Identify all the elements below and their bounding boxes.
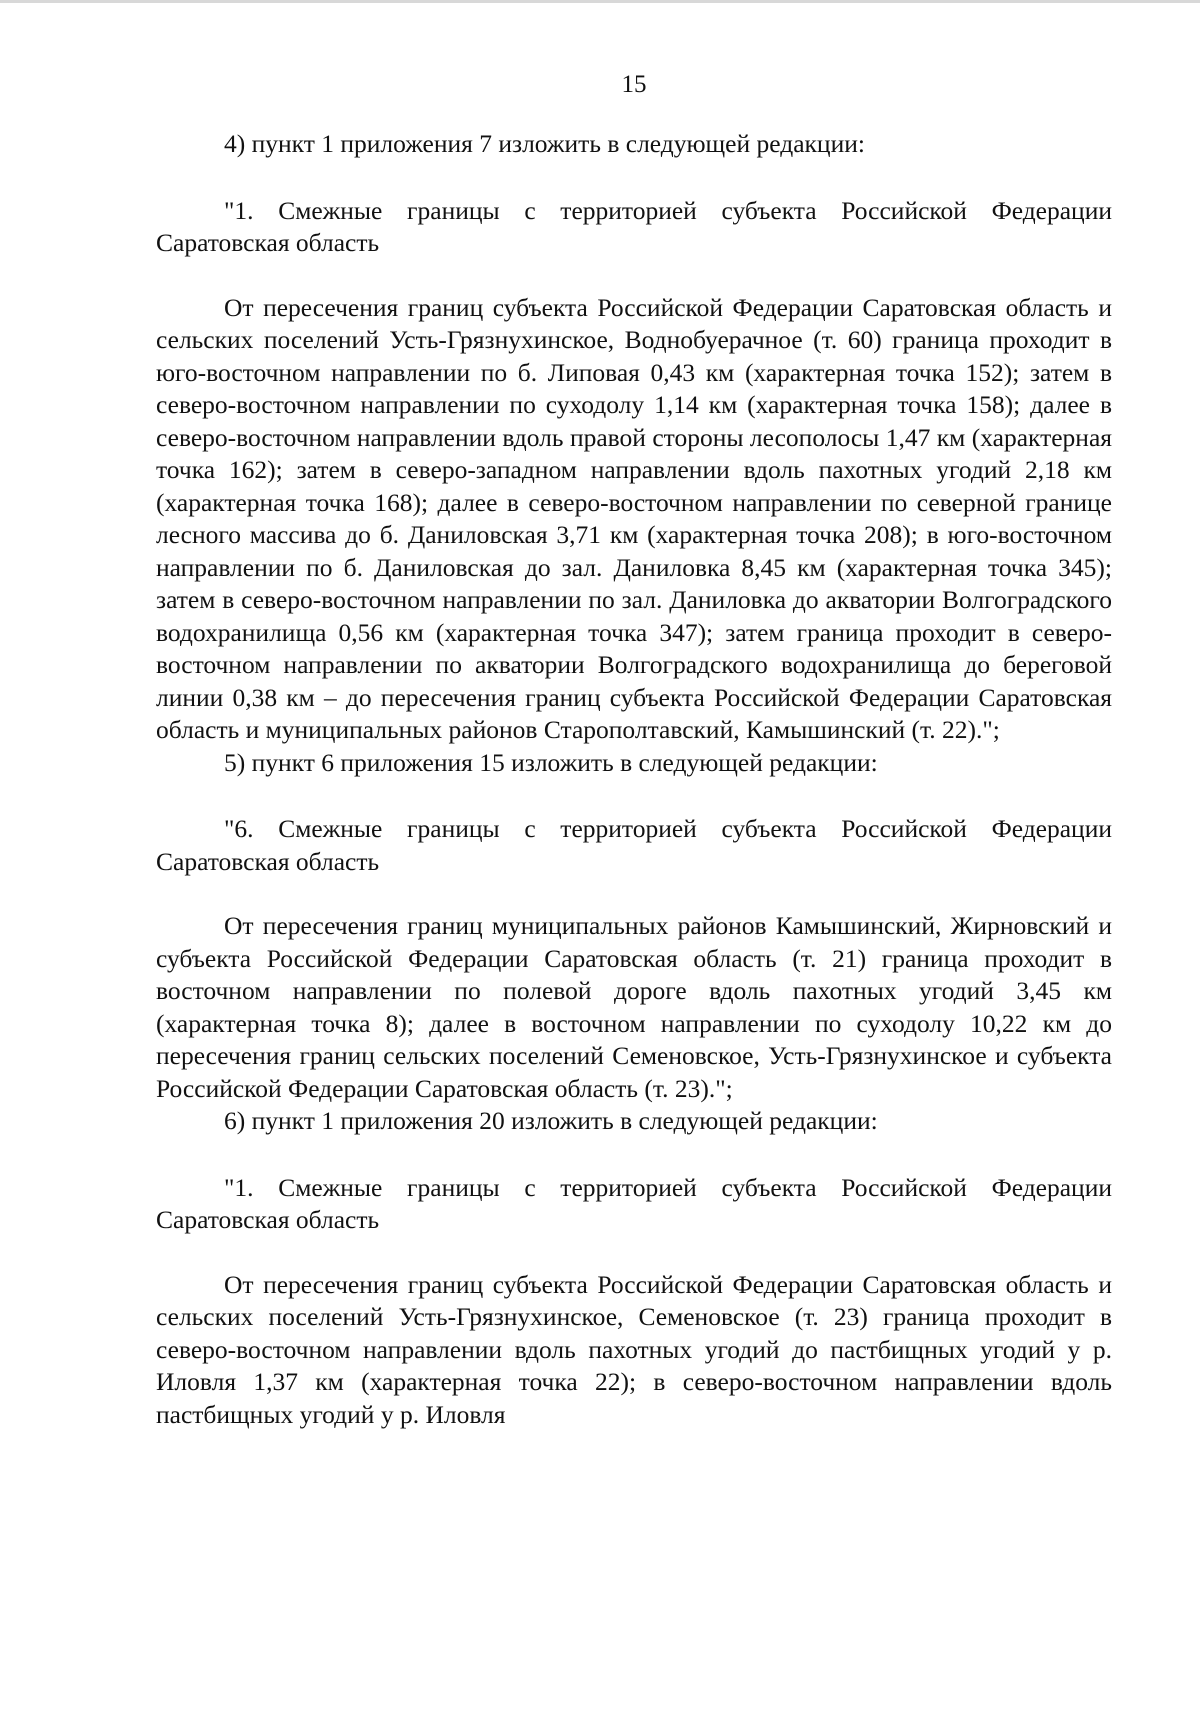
boundary-description-paragraph: От пересечения границ муниципальных районов Камышинский, Жирновский и субъекта Российской Федерации Саратовская область (т. 21) граница проходит в восточном направлении по полевой дороге вдоль пахотных угодий 3,45 км (характерная точка 8); далее в восточном направлении по суходолу 10,22 км до пересечения границ сельских поселений Семеновское, Усть-Грязнухинское и субъекта Российской Федерации Саратовская область (т. 23)."; bbox=[156, 911, 1112, 1103]
boundary-description-paragraph: От пересечения границ субъекта Российской Федерации Саратовская область и сельских поселений Усть-Грязнухинское, Воднобуерачное (т. 60) граница проходит в юго-восточном направлении по б. Липовая 0,43 км (характерная точка 152); затем в северо-восточном направлении по суходолу 1,14 км (характерная точка 158); далее в северо-восточном направлении вдоль правой стороны лесополосы 1,47 км (характерная точка 162); затем в северо-западном направлении вдоль пахотных угодий 2,18 км (характерная точка 168); далее в северо-восточном направлении по северной границе лесного массива до б. Даниловская 3,71 км (характерная точка 208); в юго-восточном направлении по б. Даниловская до зал. Даниловка 8,45 км (характерная точка 345); затем в северо-восточном направлении по зал. Даниловка до акватории Волгоградского водохранилища 0,56 км (характерная точка 347); затем граница проходит в северо-восточном направлении по акватории Волгоградского водохранилища до береговой линии 0,38 км – до пересечения границ субъекта Российской Федерации Саратовская область и муниципальных районов Старополтавский, Камышинский (т. 22)."; bbox=[156, 292, 1112, 744]
section-heading-6: "6. Смежные границы с территорией субъекта Российской Федерации Саратовская область bbox=[156, 814, 1112, 876]
boundary-description-paragraph: От пересечения границ субъекта Российской Федерации Саратовская область и сельских поселений Усть-Грязнухинское, Семеновское (т. 23) граница проходит в северо-восточном направлении вдоль пахотных угодий до пастбищных угодий у р. Иловля 1,37 км (характерная точка 22); в северо-восточном направлении вдоль пастбищных угодий у р. Иловля bbox=[156, 1269, 1112, 1429]
section-heading-1: "1. Смежные границы с территорией субъекта Российской Федерации Саратовская область bbox=[156, 195, 1112, 257]
section-heading-1: "1. Смежные границы с территорией субъекта Российской Федерации Саратовская область bbox=[156, 1172, 1112, 1234]
amendment-instruction-6: 6) пункт 1 приложения 20 изложить в следующей редакции: bbox=[224, 1106, 878, 1135]
scan-edge-line bbox=[0, 0, 1200, 3]
amendment-instruction-5: 5) пункт 6 приложения 15 изложить в следующей редакции: bbox=[224, 747, 878, 777]
amendment-instruction-4: 4) пункт 1 приложения 7 изложить в следующей редакции: bbox=[224, 129, 865, 158]
page-number: 15 bbox=[621, 71, 647, 98]
document-body bbox=[156, 128, 1112, 1431]
